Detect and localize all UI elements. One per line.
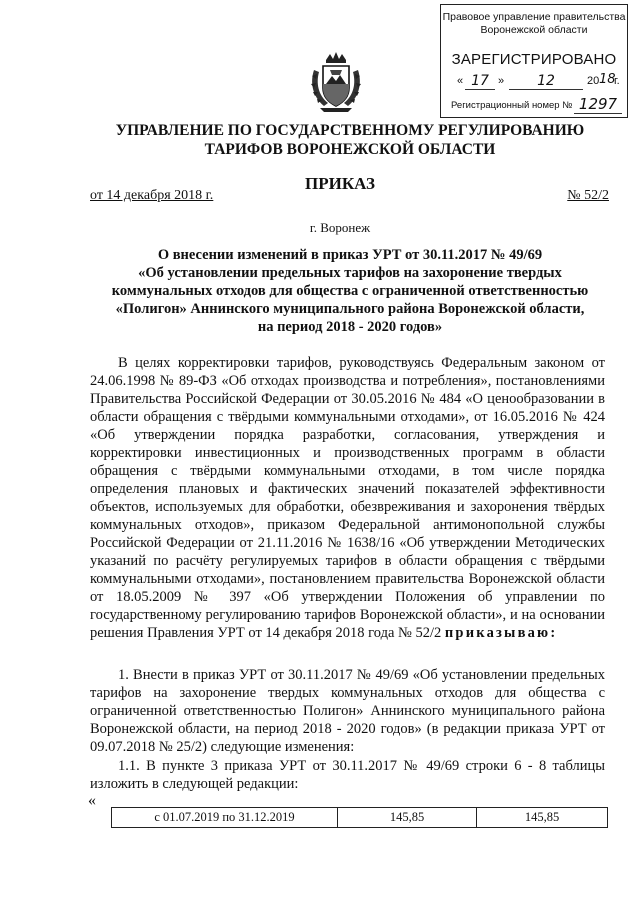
clause-1-1-text: 1.1. В пункте 3 приказа УРТ от 30.11.2017 № 49/69 строки 6 - 8 таблицы изложить в следующей редакции: (90, 758, 605, 792)
document-date: от 14 декабря 2018 г. (90, 188, 214, 203)
registration-stamp (440, 4, 628, 118)
preamble-paragraph (90, 354, 605, 642)
stamp-date-year-prefix: 20 (587, 75, 600, 87)
document-type: ПРИКАЗ (305, 174, 375, 193)
subject-line3: коммунальных отходов для общества с ограниченной ответственностью (111, 283, 589, 299)
table-row (112, 808, 608, 828)
stamp-date-mid-quote: » (498, 75, 505, 87)
tariff-table (111, 807, 608, 828)
table-open-quote: « (88, 792, 96, 809)
stamp-org-line1: Правовое управление правительства (442, 11, 626, 23)
document-number: № 52/2 (567, 188, 609, 203)
document-city: г. Воронеж (309, 220, 371, 235)
stamp-reg-number-label: Регистрационный номер № (451, 100, 573, 111)
stamp-date-day: 17 (465, 73, 495, 90)
subject-line1: О внесении изменений в приказ УРТ от 30.11.2017 № 49/69 (157, 247, 543, 263)
subject-line2: «Об установлении предельных тарифов на захоронение твердых (138, 265, 562, 281)
preamble (90, 354, 605, 642)
stamp-org-line2: Воронежской области (480, 24, 588, 36)
coat-of-arms-icon (306, 50, 366, 114)
table-cell-period: с 01.07.2019 по 31.12.2019 (112, 808, 338, 828)
agency-name-line1: УПРАВЛЕНИЕ ПО ГОСУДАРСТВЕННОМУ РЕГУЛИРОВАНИЮ (115, 122, 585, 139)
stamp-date-year-label: г. (614, 75, 620, 87)
stamp-date-year-suffix: 18 (599, 72, 616, 87)
stamp-date-open-quote: « (457, 75, 464, 87)
clause-1-text: 1. Внести в приказ УРТ от 30.11.2017 № 49/69 «Об установлении предельных тарифов на захоронение твердых коммунальных отходов для общества с ограниченной ответственностью Полигон» Аннинского муниципального района Воронежской области, на период 2018 - 2020 годов» (в редакции приказа УРТ от 09.07.2018 № 25/2) следующие изменения: (90, 667, 605, 755)
clause-1 (90, 666, 605, 756)
stamp-registered-label: ЗАРЕГИСТРИРОВАНО (451, 51, 617, 68)
stamp-date-month: 12 (509, 73, 583, 90)
stamp-date (457, 72, 622, 93)
document-subject (90, 246, 610, 336)
stamp-org (441, 11, 627, 37)
clause-1-1 (90, 757, 605, 793)
stamp-reg-number: 1297 (574, 95, 622, 114)
table-cell-value1: 145,85 (338, 808, 477, 828)
subject-line5: на период 2018 - 2020 годов» (257, 319, 443, 335)
preamble-text: В целях корректировки тарифов, руководствуясь Федеральным законом от 24.06.1998 № 89-ФЗ «Об отходах производства и потребления», постановлениями Правительства Российской Федерации от 30.05.2016 № 484 «О ценообразовании в области обращения с твёрдыми коммунальными отходами», от 16.05.2016 № 424 «Об утверждении порядка разработки, согласования, утверждения и корректировки инвестиционных и производственных программ в области обращения с твёрдыми коммунальными отходами, в том числе порядка определения плановых и фактических значений показателей эффективности объектов, используемых для обработки, обезвреживания и захоронения твёрдых коммунальных отходов», приказом Федеральной антимонопольной службы Российской Федерации от 21.11.2016 № 1638/16 «Об утверждении Методических указаний по расчёту регулируемых тарифов в области обращения с твёрдыми коммунальными отходами», постановлением правительства Воронежской области от 18.05.2009 № 397 «Об утверждении Положения об управлении по государственному регулированию тарифов Воронежской области», и на основании решения Правления УРТ от 14 декабря 2018 года № 52/2 (90, 355, 605, 641)
table-cell-value2: 145,85 (477, 808, 608, 828)
order-word: приказываю: (444, 625, 558, 641)
subject-line4: «Полигон» Аннинского муниципального района Воронежской области, (115, 301, 585, 317)
agency-name-line2: ТАРИФОВ ВОРОНЕЖСКОЙ ОБЛАСТИ (204, 141, 496, 158)
agency-name (50, 121, 640, 159)
stamp-reg-number-row (451, 95, 626, 114)
